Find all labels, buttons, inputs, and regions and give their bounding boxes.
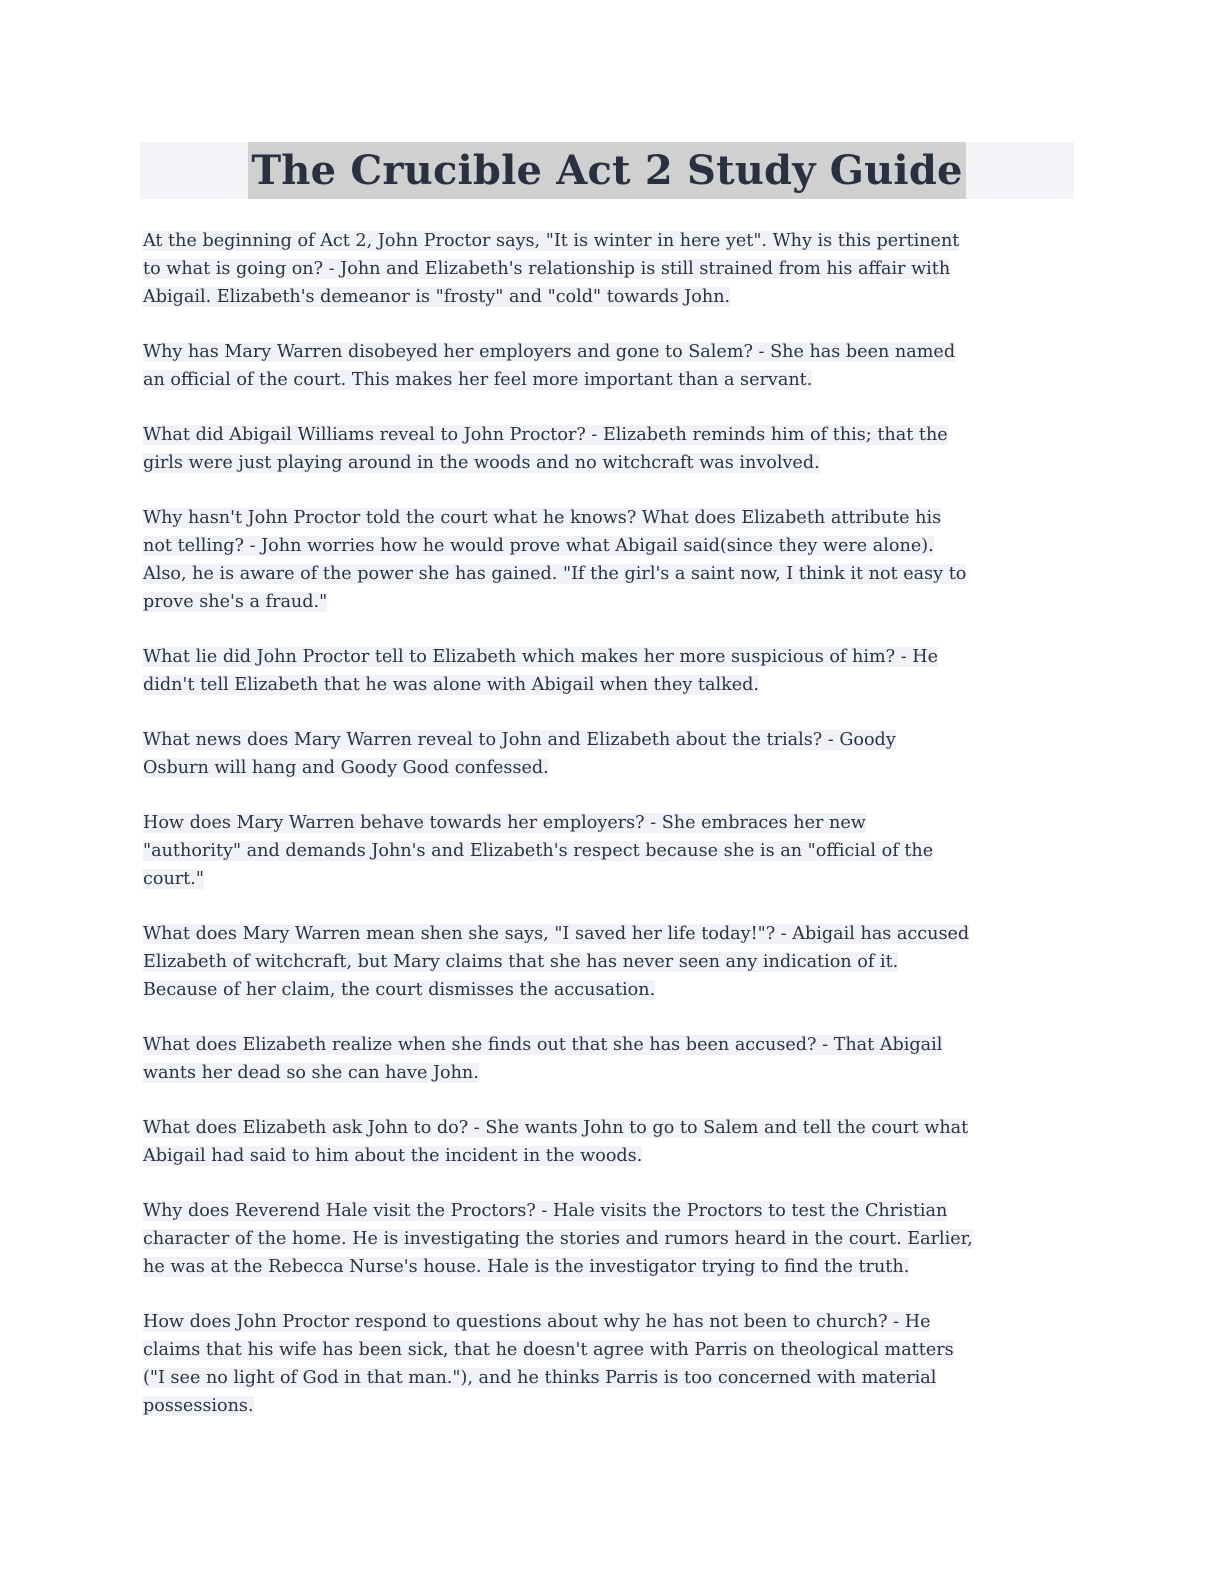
qa-line-text: How does John Proctor respond to questions about why he has not been to church? - He — [143, 1312, 931, 1332]
qa-paragraph — [143, 1197, 1083, 1281]
qa-paragraph — [143, 809, 1083, 893]
qa-line — [143, 227, 1083, 255]
qa-paragraph — [143, 1031, 1083, 1087]
qa-line-text: How does Mary Warren behave towards her employers? - She embraces her new — [143, 813, 866, 833]
qa-line — [143, 283, 1083, 311]
qa-line-text: What does Elizabeth realize when she finds out that she has been accused? - That Abigail — [143, 1035, 943, 1055]
qa-line — [143, 421, 1083, 449]
qa-line-text: he was at the Rebecca Nurse's house. Hale is the investigator trying to find the truth. — [143, 1257, 910, 1277]
qa-list — [143, 227, 1083, 1447]
qa-line — [143, 366, 1083, 394]
qa-line-text: What news does Mary Warren reveal to John and Elizabeth about the trials? - Goody — [143, 730, 896, 750]
qa-line-text: What does Mary Warren mean shen she says, "I saved her life today!"? - Abigail has accused — [143, 924, 970, 944]
qa-line — [143, 671, 1083, 699]
qa-line-text: "authority" and demands John's and Elizabeth's respect because she is an "official of the — [143, 841, 934, 861]
qa-line-text: possessions. — [143, 1396, 254, 1416]
qa-paragraph — [143, 421, 1083, 477]
qa-line — [143, 338, 1083, 366]
qa-line — [143, 865, 1083, 893]
qa-line-text: Elizabeth of witchcraft, but Mary claims that she has never seen any indication of it. — [143, 952, 899, 972]
qa-line — [143, 1308, 1083, 1336]
qa-line-text: to what is going on? - John and Elizabeth's relationship is still strained from his affair with — [143, 259, 951, 279]
qa-paragraph — [143, 338, 1083, 394]
qa-line — [143, 754, 1083, 782]
qa-line-text: Abigail had said to him about the incident in the woods. — [143, 1146, 643, 1166]
qa-line-text: Why has Mary Warren disobeyed her employers and gone to Salem? - She has been named — [143, 342, 956, 362]
qa-line — [143, 1225, 1083, 1253]
qa-paragraph — [143, 726, 1083, 782]
qa-line — [143, 504, 1083, 532]
qa-line-text: What lie did John Proctor tell to Elizabeth which makes her more suspicious of him? - He — [143, 647, 938, 667]
qa-line-text: girls were just playing around in the woods and no witchcraft was involved. — [143, 453, 820, 473]
qa-line — [143, 976, 1083, 1004]
qa-line-text: ("I see no light of God in that man."), and he thinks Parris is too concerned with material — [143, 1368, 937, 1388]
qa-line-text: character of the home. He is investigating the stories and rumors heard in the court. Earlier, — [143, 1229, 973, 1249]
qa-line — [143, 948, 1083, 976]
qa-line-text: Also, he is aware of the power she has gained. "If the girl's a saint now, I think it not easy to — [143, 564, 967, 584]
qa-line — [143, 1197, 1083, 1225]
qa-line-text: What did Abigail Williams reveal to John Proctor? - Elizabeth reminds him of this; that the — [143, 425, 948, 445]
page-title: The Crucible Act 2 Study Guide — [248, 142, 965, 199]
qa-line-text: What does Elizabeth ask John to do? - She wants John to go to Salem and tell the court what — [143, 1118, 969, 1138]
qa-line-text: Because of her claim, the court dismisses the accusation. — [143, 980, 656, 1000]
qa-paragraph — [143, 643, 1083, 699]
qa-line-text: Osburn will hang and Goody Good confessed. — [143, 758, 549, 778]
qa-paragraph — [143, 920, 1083, 1004]
qa-line — [143, 532, 1083, 560]
qa-line — [143, 837, 1083, 865]
qa-line — [143, 449, 1083, 477]
qa-paragraph — [143, 1308, 1083, 1420]
qa-line-text: prove she's a fraud." — [143, 592, 328, 612]
qa-line-text: wants her dead so she can have John. — [143, 1063, 479, 1083]
qa-line-text: At the beginning of Act 2, John Proctor says, "It is winter in here yet". Why is this pertinent — [143, 231, 960, 251]
qa-line-text: an official of the court. This makes her feel more important than a servant. — [143, 370, 813, 390]
qa-line — [143, 1031, 1083, 1059]
qa-line — [143, 643, 1083, 671]
qa-line — [143, 920, 1083, 948]
qa-line-text: Why does Reverend Hale visit the Proctors? - Hale visits the Proctors to test the Christian — [143, 1201, 948, 1221]
qa-line-text: not telling? - John worries how he would prove what Abigail said(since they were alone). — [143, 536, 934, 556]
qa-line-text: Why hasn't John Proctor told the court what he knows? What does Elizabeth attribute his — [143, 508, 942, 528]
qa-line-text: claims that his wife has been sick, that he doesn't agree with Parris on theological matters — [143, 1340, 954, 1360]
qa-line — [143, 1142, 1083, 1170]
qa-line-text: court." — [143, 869, 204, 889]
qa-line — [143, 726, 1083, 754]
title-band — [140, 142, 1074, 199]
qa-line — [143, 1114, 1083, 1142]
qa-line — [143, 255, 1083, 283]
qa-line — [143, 1059, 1083, 1087]
qa-line — [143, 560, 1083, 588]
qa-line — [143, 809, 1083, 837]
qa-line — [143, 1253, 1083, 1281]
qa-line-text: didn't tell Elizabeth that he was alone with Abigail when they talked. — [143, 675, 759, 695]
qa-line-text: Abigail. Elizabeth's demeanor is "frosty" and "cold" towards John. — [143, 287, 731, 307]
qa-line — [143, 1392, 1083, 1420]
qa-paragraph — [143, 1114, 1083, 1170]
qa-line — [143, 1336, 1083, 1364]
qa-paragraph — [143, 504, 1083, 616]
qa-line — [143, 588, 1083, 616]
qa-line — [143, 1364, 1083, 1392]
qa-paragraph — [143, 227, 1083, 311]
